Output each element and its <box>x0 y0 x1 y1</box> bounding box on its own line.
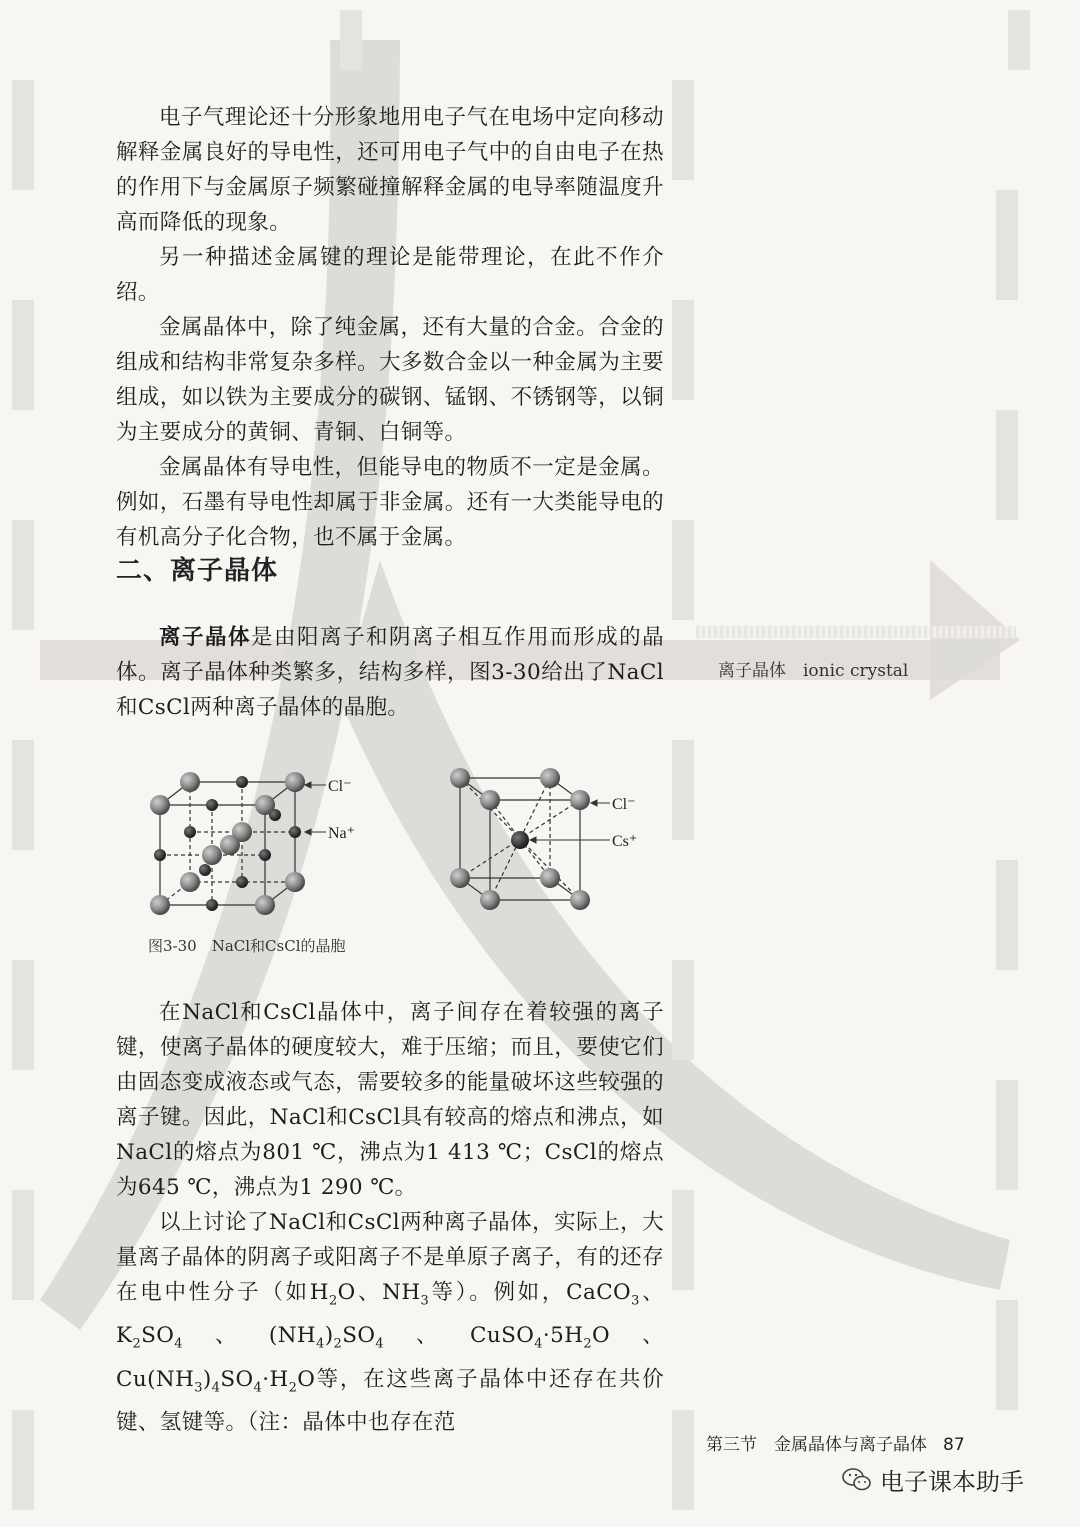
top-text-block <box>116 100 664 555</box>
figure-caption: 图3-30 NaCl和CsCl的晶胞 <box>148 937 346 955</box>
crystal-figure <box>130 760 670 930</box>
paragraph: 在NaCl和CsCl晶体中，离子间存在着较强的离子键，使离子晶体的硬度较大，难于压缩；而且，要使它们由固态变成液态或气态，需要较多的能量破坏这些较强的离子键。因此，NaCl和CsCl具有较高的熔点和沸点，如NaCl的熔点为801 ℃，沸点为1 413 ℃；CsCl的熔点为645 ℃，沸点为1 290 ℃。 <box>116 1000 664 1200</box>
label-cl-left: Cl⁻ <box>328 778 352 795</box>
page-number: 87 <box>943 1435 965 1455</box>
margin-note: 离子晶体 ionic crystal <box>718 661 909 681</box>
paragraph: 另一种描述金属键的理论是能带理论，在此不作介绍。 <box>116 245 664 305</box>
page-footer <box>706 1430 965 1455</box>
paragraph: 金属晶体中，除了纯金属，还有大量的合金。合金的组成和结构非常复杂多样。大多数合金以一种金属为主要组成，如以铁为主要成分的碳钢、锰钢、不锈钢等，以铜为主要成分的黄铜、青铜、白铜等。 <box>116 315 664 445</box>
keyword: 离子晶体 <box>159 625 252 650</box>
account-watermark <box>842 1462 1024 1497</box>
footer-section: 第三节 金属晶体与离子晶体 <box>706 1435 927 1455</box>
nacl-ions <box>150 772 305 915</box>
paragraph: 电子气理论还十分形象地用电子气在电场中定向移动解释金属良好的导电性，还可用电子气中的自由电子在热的作用下与金属原子频繁碰撞解释金属的电导率随温度升高而降低的现象。 <box>116 105 664 235</box>
paragraph-text: 是由阳离子和阴离子相互作用而形成的晶体。离子晶体种类繁多，结构多样，图3-30给出了NaCl和CsCl两种离子晶体的晶胞。 <box>116 625 665 720</box>
label-cl-right: Cl⁻ <box>612 796 636 813</box>
margin-divider <box>696 626 1016 638</box>
label-cs: Cs⁺ <box>612 833 638 850</box>
bottom-text-block <box>116 995 664 1440</box>
paragraph <box>116 620 664 725</box>
section-heading: 二、离子晶体 <box>116 556 279 586</box>
intro-text-block <box>116 620 664 725</box>
label-na: Na⁺ <box>328 825 356 842</box>
account-name: 电子课本助手 <box>880 1468 1024 1496</box>
wechat-icon <box>842 1467 872 1493</box>
paragraph: 金属晶体有导电性，但能导电的物质不一定是金属。例如，石墨有导电性却属于非金属。还有一大类能导电的有机高分子化合物，也不属于金属。 <box>116 455 664 550</box>
paragraph: 以上讨论了NaCl和CsCl两种离子晶体，实际上，大量离子晶体的阴离子或阳离子不是单原子离子，有的还存在电中性分子（如$H_2O$、$NH_3$等）。例如，CaCO$_3$、$K_2SO_4$、$(NH_4)_2SO_4$、$CuSO_4\cdot 5H_2O$、$Cu(NH_3)_4SO_4\cdot H_2O$等，在这些离子晶体中还存在共价键、氢键等。（注：晶体中也存在范 <box>116 1210 664 1435</box>
